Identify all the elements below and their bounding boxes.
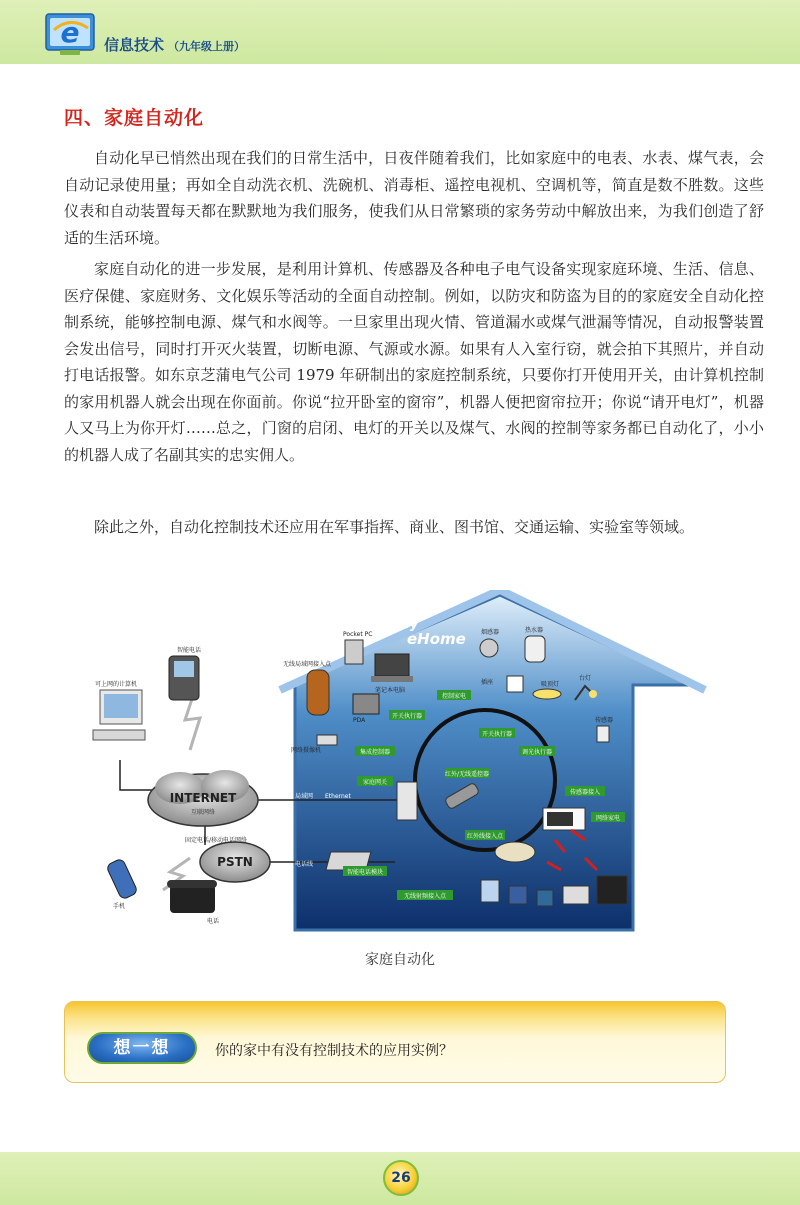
paragraph-3: 除此之外，自动化控制技术还应用在军事指挥、商业、图书馆、交通运输、实验室等领域。 xyxy=(94,518,695,536)
node-label-11 xyxy=(565,786,605,796)
node-label-10 xyxy=(519,746,555,756)
node-label-8 xyxy=(465,830,505,840)
phone-label: 电话 xyxy=(207,918,220,925)
smartphone-label: 智能电话 xyxy=(177,647,202,654)
water-heater-icon xyxy=(525,636,545,662)
node-label-12 xyxy=(591,812,625,822)
device-label-sensor: 传感器 xyxy=(595,717,614,724)
device-label-webcam: 网络摄像机 xyxy=(291,747,322,754)
svg-text:家庭网关: 家庭网关 xyxy=(362,779,388,786)
internet-sublabel: 互联网络 xyxy=(190,809,216,816)
device-label-ceilinglamp: 吸顶灯 xyxy=(541,681,560,688)
think-box xyxy=(64,1001,726,1083)
svg-text:传感器接入: 传感器接入 xyxy=(569,789,601,796)
svg-text:开关执行器: 开关执行器 xyxy=(481,731,513,738)
sensor-icon xyxy=(597,726,609,742)
think-badge: 想一想 xyxy=(87,1032,197,1064)
gateway-box-icon xyxy=(397,782,417,820)
mobile-label: 手机 xyxy=(113,903,126,910)
node-label-7 xyxy=(397,890,453,900)
svg-text:网络家电: 网络家电 xyxy=(595,815,621,822)
device-label-pda: PDA xyxy=(353,717,366,724)
header-title: 信息技术 （九年级上册） xyxy=(104,36,246,54)
device-label-phoneline: 电话线 xyxy=(295,861,314,868)
device-label-socket: 插座 xyxy=(481,679,494,686)
ehome-logo-text-1: My xyxy=(397,617,419,632)
node-label-6 xyxy=(343,866,387,876)
device-label-smoke: 烟感器 xyxy=(481,629,500,636)
desk-phone-icon xyxy=(167,880,217,913)
device-label-lan: 局域网 xyxy=(295,793,314,800)
node-label-3 xyxy=(355,746,395,756)
svg-text:调光执行器: 调光执行器 xyxy=(521,749,553,756)
page-number: 26 xyxy=(383,1160,419,1196)
pstn-sublabel: 固定电话/移动电话网络 xyxy=(185,837,248,844)
computer-label: 可上网的计算机 xyxy=(95,681,138,688)
smartphone-icon xyxy=(169,656,199,700)
node-label-5 xyxy=(445,768,489,778)
svg-text:e: e xyxy=(60,16,80,49)
svg-text:红外线接入点: 红外线接入点 xyxy=(466,833,504,840)
svg-text:智能电话模块: 智能电话模块 xyxy=(346,869,384,876)
webcam-icon xyxy=(317,735,337,745)
device-label-laptop: 笔记本电脑 xyxy=(375,687,406,694)
computer-icon xyxy=(93,690,145,740)
node-label-9 xyxy=(479,728,515,738)
socket-icon xyxy=(507,676,523,692)
ceiling-lamp-icon xyxy=(533,689,561,699)
svg-text:控制家电: 控制家电 xyxy=(441,693,467,700)
pda-icon xyxy=(353,694,379,714)
node-label-1 xyxy=(437,690,471,700)
svg-text:无线射频接入点: 无线射频接入点 xyxy=(403,893,447,900)
microwave-icon xyxy=(543,808,585,830)
internet-label: INTERNET xyxy=(169,791,237,805)
node-label-4 xyxy=(357,776,393,786)
section-heading: 四、家庭自动化 xyxy=(64,107,205,129)
svg-text:集成控制器: 集成控制器 xyxy=(359,749,391,756)
device-label-wlan: 无线局域网接入点 xyxy=(283,661,332,668)
ehome-logo-text-2: eHome xyxy=(407,630,466,648)
smoke-detector-icon xyxy=(495,842,535,862)
pstn-label: PSTN xyxy=(217,855,253,869)
device-label-heater: 热水器 xyxy=(525,627,544,634)
think-question: 你的家中有没有控制技术的应用实例？ xyxy=(215,1043,453,1059)
node-label-2 xyxy=(389,710,425,720)
device-label-pocketpc: Pocket PC xyxy=(343,631,373,638)
laptop-icon xyxy=(371,654,413,682)
paragraph-2: 家庭自动化的进一步发展，是利用计算机、传感器及各种电子电气设备实现家庭环境、生活、信息、医疗保健、家庭财务、文化娱乐等活动的全面自动控制。例如，以防灾和防盗为目的的家庭安全自动化控制系统，能够控制电源、煤气和水阀等。一旦家里出现火情、管道漏水或煤气泄漏等情况，自动报警装置会发出信号，同时打开灭火装置，切断电源、气源或水源。如果有人入室行窃，就会拍下其照片，并自动打电话报警。如东京芝蒲电气公司 1979 年研制出的家庭控制系统，只要你打开使用开关，由计算机控制的家用机器人就会出现在你面前。你说“拉开卧室的窗帘”，机器人便把窗帘拉开；你说“请开电灯”，机器人又马上为你开灯……总之，门窗的启闭、电灯的开关以及煤气、水阀的控制等家务都已自动化了，小小的机器人成了名副其实的忠实佣人。 xyxy=(64,260,764,464)
device-label-desklamp: 台灯 xyxy=(579,675,592,682)
book-logo-icon xyxy=(44,10,96,58)
pocket-pc-icon xyxy=(345,640,363,664)
router-icon xyxy=(307,670,329,715)
figure-caption: 家庭自动化 xyxy=(365,952,435,968)
pstn-cloud xyxy=(200,842,270,882)
home-automation-figure xyxy=(85,590,725,935)
svg-text:红外/无线遥控器: 红外/无线遥控器 xyxy=(444,771,490,778)
svg-text:开关执行器: 开关执行器 xyxy=(391,713,423,720)
paragraph-1: 自动化早已悄然出现在我们的日常生活中，日夜伴随着我们，比如家庭中的电表、水表、煤气表，会自动记录使用量；再如全自动洗衣机、洗碗机、消毒柜、遥控电视机、空调机等，简直是数不胜数。这些仪表和自动装置每天都在默默地为我们服务，使我们从日常繁琐的家务劳动中解放出来，为我们创造了舒适的生活环境。 xyxy=(64,149,764,247)
smoke-sensor-icon xyxy=(480,639,498,657)
ethernet-label: Ethernet xyxy=(325,793,351,800)
mobile-phone-icon xyxy=(106,858,138,900)
header-subtitle: （九年级上册） xyxy=(168,40,246,53)
internet-cloud xyxy=(148,770,258,826)
